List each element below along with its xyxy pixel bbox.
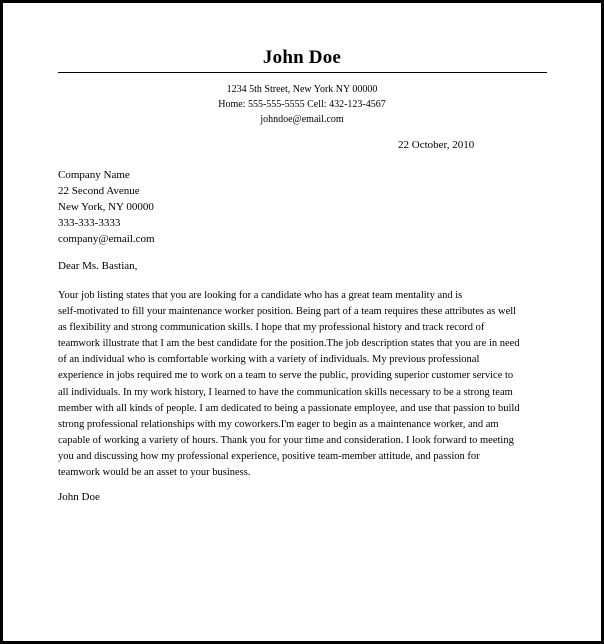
salutation: Dear Ms. Bastian, [58, 260, 138, 272]
header-divider [58, 72, 547, 73]
body-line: teamwork illustrate that I am the best candidate for the position.The job description states that you are in need [58, 338, 520, 350]
body-line: Your job listing states that you are looking for a candidate who has a great team mentality and is [58, 290, 463, 301]
letter-date: 22 October, 2010 [398, 139, 475, 151]
letter-body [58, 288, 550, 481]
body-line: self-motivated to fill your maintenance worker position. Being part of a team requires these attributes as well [58, 306, 517, 318]
sender-phones: Home: 555-555-5555 Cell: 432-123-4567 [218, 99, 386, 110]
body-line: you and discussing how my professional experience, positive team-member attitude, and passion for [58, 450, 480, 462]
recipient-block [58, 167, 155, 247]
recipient-company: Company Name [58, 169, 130, 181]
recipient-email: company@email.com [58, 233, 155, 245]
body-line: experience in jobs required me to work on a team to serve the public, providing superior customer service to [58, 370, 514, 382]
recipient-city: New York, NY 00000 [58, 201, 154, 213]
body-line: of an individual who is comfortable working with a variety of individuals. My previous professional [58, 354, 480, 366]
body-line: member with all kinds of people. I am dedicated to being a passionate employee, and use that passion to build [58, 402, 520, 414]
recipient-street: 22 Second Avenue [58, 185, 140, 197]
body-line: teamwork would be an asset to your business. [58, 467, 251, 479]
recipient-phone: 333-333-3333 [58, 217, 121, 229]
sender-name: John Doe [262, 47, 342, 68]
body-line: as flexibility and strong communication skills. I hope that my professional history and track record of [58, 322, 485, 334]
signature: John Doe [58, 491, 100, 503]
body-line: strong professional relationships with my coworkers.I'm eager to begin as a maintenance worker, and am [58, 418, 499, 430]
sender-address: 1234 5th Street, New York NY 00000 [226, 84, 378, 95]
body-line: all individuals. In my work history, I learned to have the communication skills necessary to be a strong team [58, 386, 513, 398]
sender-email: johndoe@email.com [260, 114, 344, 125]
body-line: capable of working a variety of hours. Thank you for your time and consideration. I look forward to meeting [58, 434, 514, 446]
